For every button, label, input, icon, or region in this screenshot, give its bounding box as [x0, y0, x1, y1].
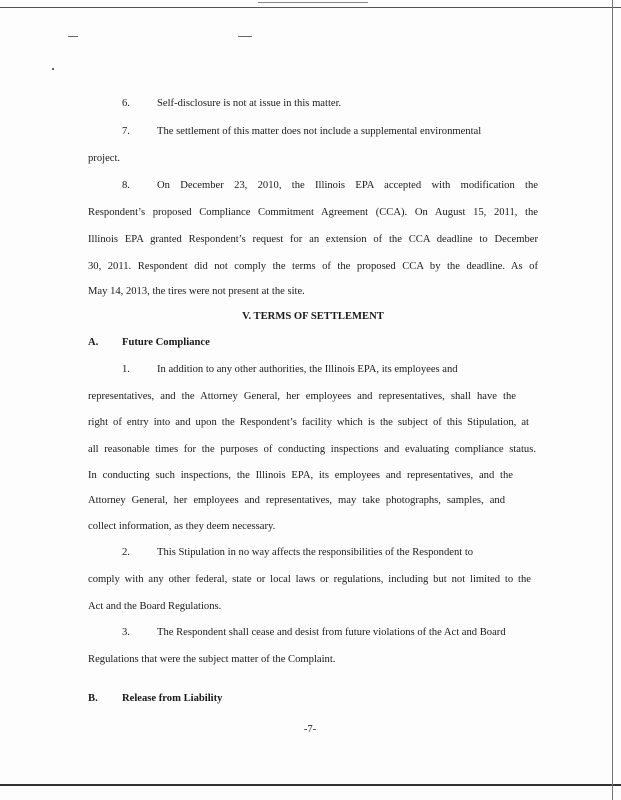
paragraph-line: May 14, 2013, the tires were not present at the site. [88, 286, 305, 297]
paragraph-line: Regulations that were the subject matter of the Complaint. [88, 654, 336, 665]
paragraph-line: 30, 2011. Respondent did not comply the terms of the proposed CCA by the deadline. As of [88, 261, 538, 272]
paragraph-number: 8. [122, 180, 130, 191]
paragraph-line: Illinois EPA granted Respondent’s request for an extension of the CCA deadline to December [88, 234, 538, 245]
paragraph-line: In conducting such inspections, the Illinois EPA, its employees and representatives, and the [88, 470, 513, 481]
scan-dash [238, 36, 252, 37]
paragraph-line: This Stipulation in no way affects the responsibilities of the Respondent to [157, 547, 474, 558]
paragraph-line: In addition to any other authorities, the Illinois EPA, its employees and [157, 364, 458, 375]
paragraph-number: 2. [122, 547, 130, 558]
scan-bottom-edge [0, 784, 621, 786]
scan-dash [68, 36, 78, 37]
paragraph-number: 7. [122, 126, 130, 137]
scan-speck [52, 68, 54, 70]
subsection-title: Future Compliance [122, 337, 210, 348]
paragraph-line: On December 23, 2010, the Illinois EPA accepted with modification the [157, 180, 538, 191]
paragraph-line: Act and the Board Regulations. [88, 601, 222, 612]
paragraph-line: Respondent’s proposed Compliance Commitment Agreement (CCA). On August 15, 2011, the [88, 207, 538, 218]
subsection-title: Release from Liability [122, 693, 223, 704]
paragraph-line: project. [88, 153, 121, 164]
paragraph-line: The settlement of this matter does not include a supplemental environmental [157, 126, 482, 137]
paragraph-number: 6. [122, 98, 130, 109]
page-number: -7- [303, 724, 317, 735]
subsection-letter: A. [88, 337, 99, 348]
paragraph-line: collect information, as they deem necessary. [88, 521, 276, 532]
scan-top-mark [258, 2, 368, 3]
paragraph-line: The Respondent shall cease and desist from future violations of the Act and Board [157, 627, 506, 638]
paragraph-line: representatives, and the Attorney General, her employees and representatives, shall have the [88, 391, 516, 402]
scan-top-edge [0, 7, 621, 8]
scan-right-edge [612, 0, 613, 800]
paragraph-number: 3. [122, 627, 130, 638]
paragraph-line: right of entry into and upon the Respondent’s facility which is the subject of this Stipulation, at [88, 417, 529, 428]
paragraph-line: all reasonable times for the purposes of conducting inspections and evaluating compliance status. [88, 444, 536, 455]
paragraph-line: Self-disclosure is not at issue in this matter. [157, 98, 342, 109]
paragraph-number: 1. [122, 364, 130, 375]
paragraph-line: Attorney General, her employees and representatives, may take photographs, samples, and [88, 495, 505, 506]
subsection-letter: B. [88, 693, 98, 704]
paragraph-line: comply with any other federal, state or local laws or regulations, including but not limited to the [88, 574, 531, 585]
section-title: V. TERMS OF SETTLEMENT [242, 311, 384, 322]
